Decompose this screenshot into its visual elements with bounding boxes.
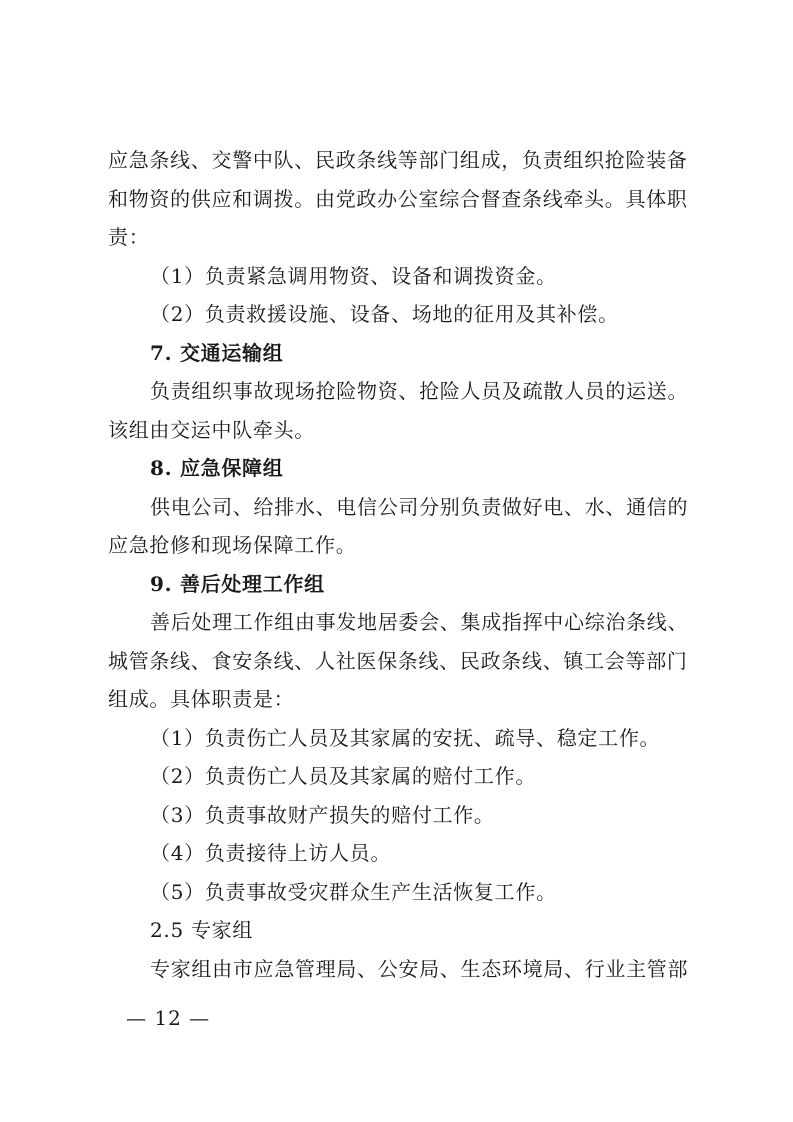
paragraph-line: 负责组织事故现场抢险物资、抢险人员及疏散人员的运送。 (150, 379, 689, 403)
paragraph-line: 组成。具体职责是： (108, 687, 295, 711)
paragraph-line: 和物资的供应和调拨。由党政办公室综合督查条线牵头。具体职 (108, 186, 688, 211)
duty-item: （1）负责紧急调用物资、设备和调拨资金。 (150, 263, 557, 288)
paragraph-line: 专家组由市应急管理局、公安局、生态环境局、行业主管部 (150, 956, 689, 981)
duty-item: （4）负责接待上访人员。 (150, 841, 392, 865)
duty-item: （2）负责伤亡人员及其家属的赔付工作。 (150, 764, 537, 788)
section-heading: 8. 应急保障组 (150, 456, 284, 480)
duty-item: （2）负责救援设施、设备、场地的征用及其补偿。 (150, 302, 619, 326)
paragraph-line: 应急抢修和现场保障工作。 (108, 533, 357, 557)
section-heading: 9. 善后处理工作组 (150, 571, 325, 596)
paragraph-line: 供电公司、给排水、电信公司分别负责做好电、水、通信的 (150, 494, 689, 519)
document-body (108, 141, 708, 988)
paragraph-line: 善后处理工作组由事发地居委会、集成指挥中心综治条线、 (150, 610, 689, 634)
duty-item: （5）负责事故受灾群众生产生活恢复工作。 (150, 879, 557, 904)
subsection-heading: 2.5 专家组 (150, 918, 254, 942)
paragraph-line: 应急条线、交警中队、民政条线等部门组成，负责组织抢险装备 (108, 148, 688, 172)
section-heading: 7. 交通运输组 (150, 340, 284, 365)
paragraph-line: 城管条线、食安条线、人社医保条线、民政条线、镇工会等部门 (108, 648, 688, 673)
page-number: — 12 — (126, 1006, 211, 1030)
paragraph-line: 责： (108, 225, 150, 249)
duty-item: （3）负责事故财产损失的赔付工作。 (150, 802, 495, 827)
duty-item: （1）负责伤亡人员及其家属的安抚、疏导、稳定工作。 (150, 725, 661, 750)
paragraph-line: 该组由交运中队牵头。 (108, 417, 315, 442)
